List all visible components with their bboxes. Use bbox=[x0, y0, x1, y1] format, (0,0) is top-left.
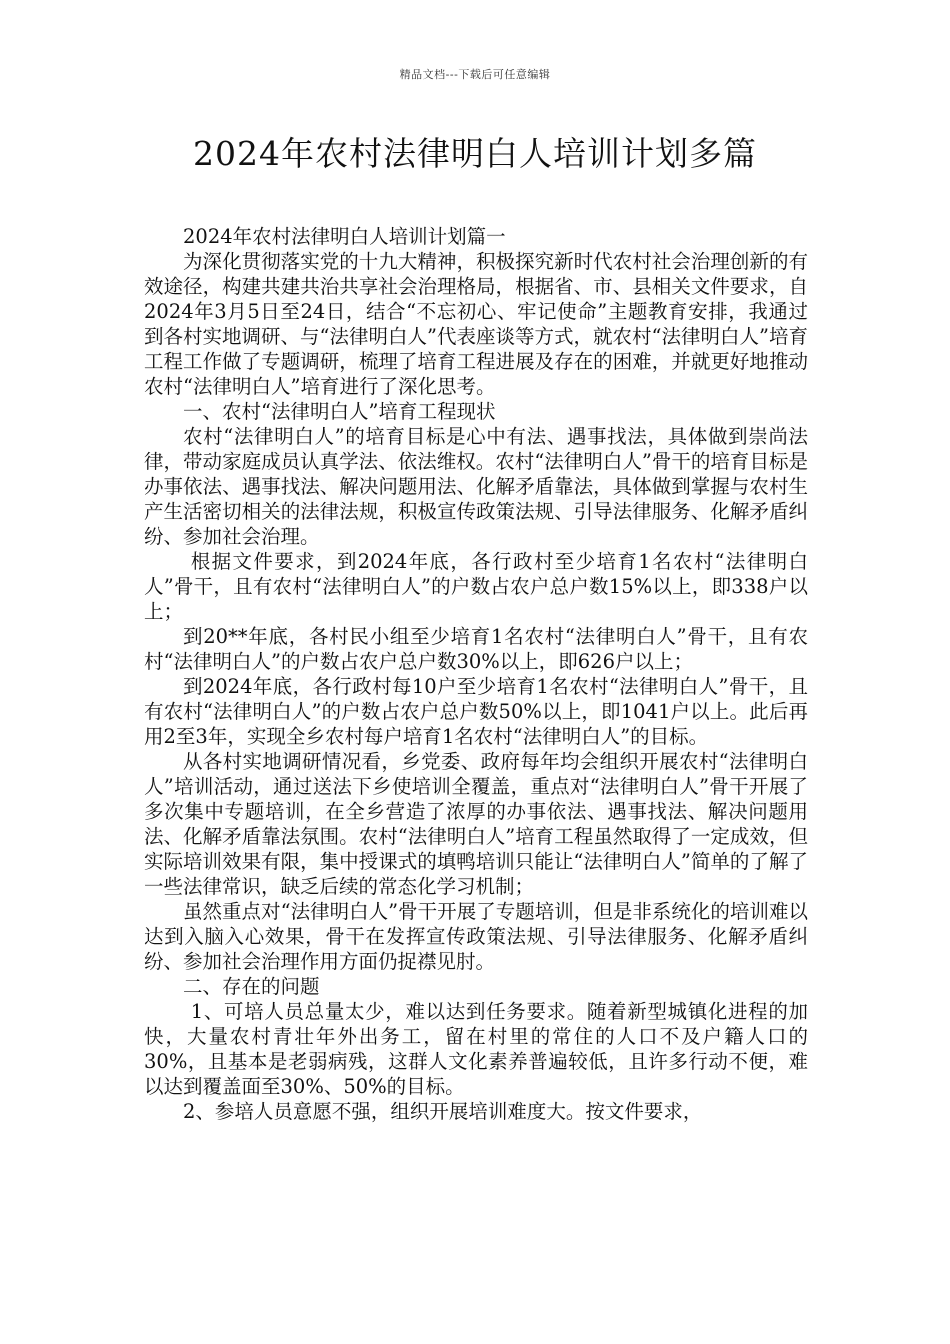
paragraph: 到20**年底，各村民小组至少培育1名农村“法律明白人”骨干，且有农村“法律明白人”的户数占农户总户数30%以上，即626户以上； bbox=[144, 625, 808, 673]
paragraph: 1、可培人员总量太少，难以达到任务要求。随着新型城镇化进程的加快，大量农村青壮年外出务工，留在村里的常住的人口不及户籍人口的30%，且基本是老弱病残，这群人文化素养普遍较低，且许多行动不便，难以达到覆盖面至30%、50%的目标。 bbox=[144, 1000, 808, 1098]
section-subtitle: 2024年农村法律明白人培训计划篇一 bbox=[183, 225, 506, 248]
paragraph: 农村“法律明白人”的培育目标是心中有法、遇事找法，具体做到崇尚法律，带动家庭成员认真学法、依法维权。农村“法律明白人”骨干的培育目标是办事依法、遇事找法、解决问题用法、化解矛盾靠法，具体做到掌握与农村生产生活密切相关的法律法规，积极宣传政策法规、引导法律服务、化解矛盾纠纷、参加社会治理。 bbox=[144, 425, 808, 548]
paragraph: 2、参培人员意愿不强，组织开展培训难度大。按文件要求， bbox=[183, 1100, 703, 1123]
paragraph: 为深化贯彻落实党的十九大精神，积极探究新时代农村社会治理创新的有效途径，构建共建共治共享社会治理格局，根据省、市、县相关文件要求，自2024年3月5日至24日，结合“不忘初心、牢记使命”主题教育安排，我通过到各村实地调研、与“法律明白人”代表座谈等方式，就农村“法律明白人”培育工程工作做了专题调研，梳理了培育工程进展及存在的困难，并就更好地推动农村“法律明白人”培育进行了深化思考。 bbox=[144, 250, 808, 398]
section-heading: 二、存在的问题 bbox=[183, 975, 320, 998]
paragraph: 虽然重点对“法律明白人”骨干开展了专题培训，但是非系统化的培训难以达到入脑入心效果，骨干在发挥宣传政策法规、引导法律服务、化解矛盾纠纷、参加社会治理作用方面仍捉襟见肘。 bbox=[144, 900, 808, 973]
document-title: 2024年农村法律明白人培训计划多篇 bbox=[193, 134, 757, 173]
document-body bbox=[144, 224, 808, 1124]
paragraph: 到2024年底，各行政村每10户至少培育1名农村“法律明白人”骨干，且有农村“法律明白人”的户数占农户总户数50%以上，即1041户以上。此后再用2至3年，实现全乡农村每户培育1名农村“法律明白人”的目标。 bbox=[144, 675, 808, 748]
section-heading: 一、农村“法律明白人”培育工程现状 bbox=[183, 400, 496, 423]
paragraph: 从各村实地调研情况看，乡党委、政府每年均会组织开展农村“法律明白人”培训活动，通过送法下乡使培训全覆盖，重点对“法律明白人”骨干开展了多次集中专题培训，在全乡营造了浓厚的办事依法、遇事找法、解决问题用法、化解矛盾靠法氛围。农村“法律明白人”培育工程虽然取得了一定成效，但实际培训效果有限，集中授课式的填鸭培训只能让“法律明白人”简单的了解了一些法律常识，缺乏后续的常态化学习机制； bbox=[144, 750, 808, 898]
header-note: 精品文档---下载后可任意编辑 bbox=[399, 68, 551, 81]
paragraph: 根据文件要求，到2024年底，各行政村至少培育1名农村“法律明白人”骨干，且有农村“法律明白人”的户数占农户总户数15%以上，即338户以上； bbox=[144, 550, 808, 623]
